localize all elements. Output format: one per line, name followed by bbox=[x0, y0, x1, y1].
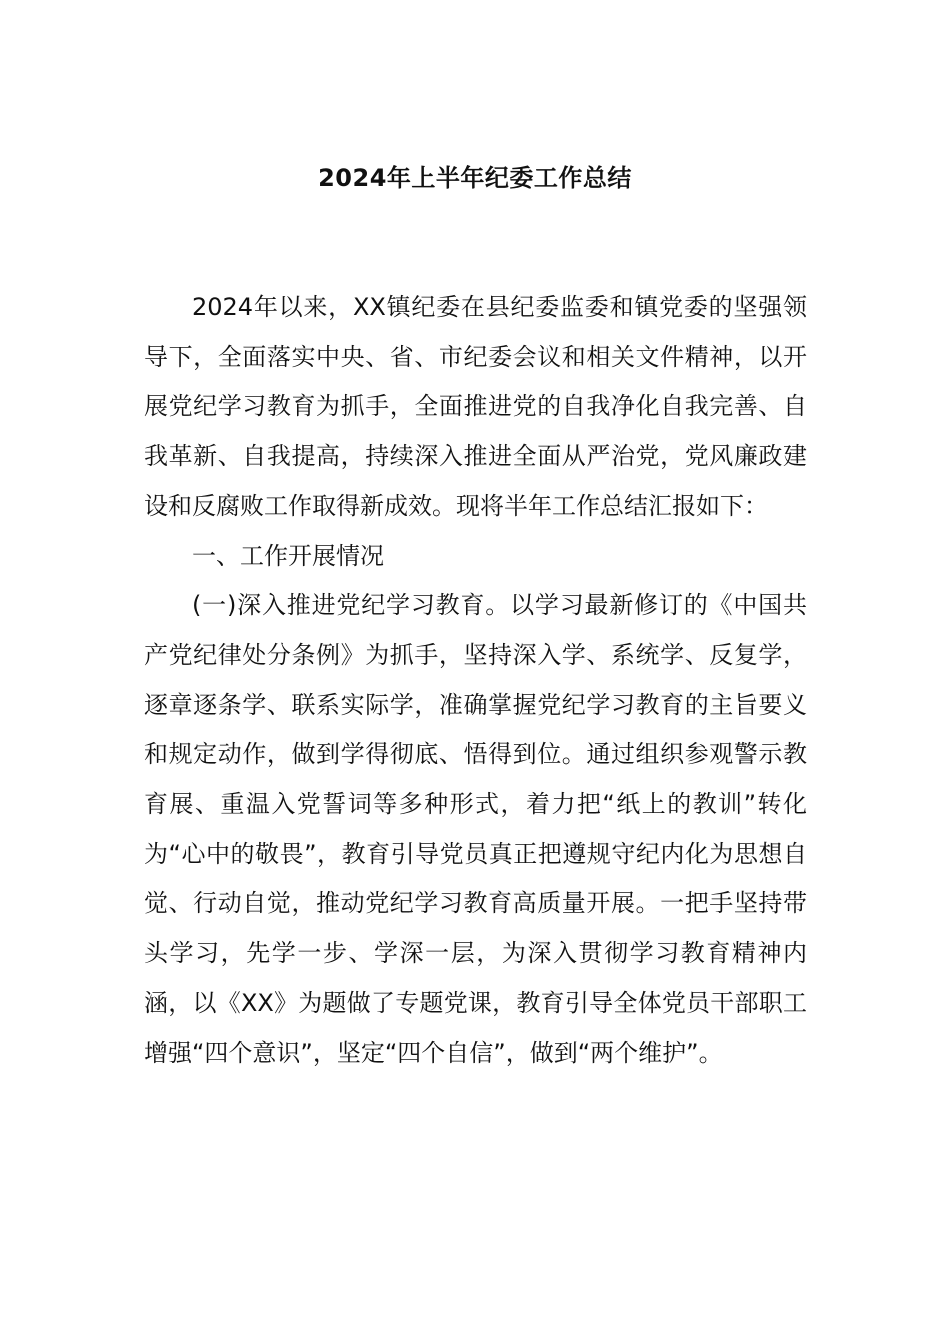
paragraph-party-discipline-education: (一)深入推进党纪学习教育。以学习最新修订的《中国共产党纪律处分条例》为抓手，坚持深入学、系统学、反复学，逐章逐条学、联系实际学，准确掌握党纪学习教育的主旨要义和规定动作，做到学得彻底、悟得到位。通过组织参观警示教育展、重温入党誓词等多种形式，着力把“纸上的教训”转化为“心中的敬畏”，教育引导党员真正把遵规守纪内化为思想自觉、行动自觉，推动党纪学习教育高质量开展。一把手坚持带头学习，先学一步、学深一层，为深入贯彻学习教育精神内涵，以《XX》为题做了专题党课，教育引导全体党员干部职工增强“四个意识”，坚定“四个自信”，做到“两个维护”。 bbox=[144, 591, 807, 1067]
section-heading: 一、工作开展情况 bbox=[192, 541, 384, 570]
document-body bbox=[144, 283, 807, 1078]
document-title: 2024年上半年纪委工作总结 bbox=[318, 164, 632, 192]
paragraph-intro: 2024年以来，XX镇纪委在县纪委监委和镇党委的坚强领导下，全面落实中央、省、市纪委会议和相关文件精神，以开展党纪学习教育为抓手，全面推进党的自我净化自我完善、自我革新、自我提高，持续深入推进全面从严治党，党风廉政建设和反腐败工作取得新成效。现将半年工作总结汇报如下： bbox=[144, 293, 807, 520]
